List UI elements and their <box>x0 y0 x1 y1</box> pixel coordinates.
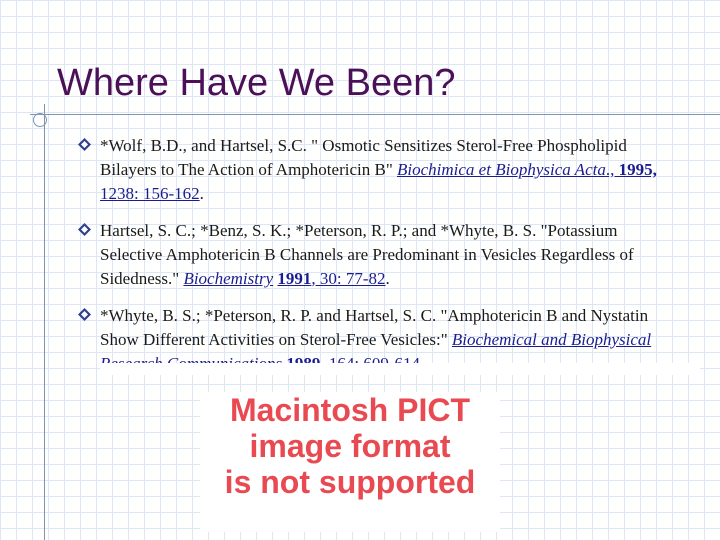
diamond-bullet-icon <box>78 308 91 321</box>
reference-year: 1991 <box>277 269 312 288</box>
clipped-text-gap <box>100 363 700 375</box>
pict-line: Macintosh PICT <box>229 392 470 428</box>
vertical-rule <box>44 104 45 540</box>
reference-authors-title: *Wolf, B.D., and Hartsel, S.C. " Osmotic Sensitizes Sterol-Free Phospholipid Bilayers to The Action of Amphotericin B" <box>100 136 627 179</box>
journal-link[interactable]: Biochimica et Biophysica Acta <box>397 160 606 179</box>
reference-authors-title: Hartsel, S. C.; *Benz, S. K.; *Peterson, R. P.; and *Whyte, B. S. "Potassium Selective Amphotericin B Channels are Predominant in Vesicles Regardless of Sidedness." <box>100 221 634 288</box>
pict-line: image format <box>249 428 451 464</box>
reference-pages: , 30: 77-82 <box>311 269 386 288</box>
journal-link[interactable]: Biochemistry <box>183 269 274 288</box>
reference-authors-title: *Whyte, B. S.; *Peterson, R. P. and Hartsel, S. C. "Amphotericin B and Nystatin Show Different Activities on Sterol-Free Vesicles:" <box>100 306 649 349</box>
reference-item <box>78 219 683 291</box>
slide-title: Where Have We Been? <box>57 62 456 104</box>
reference-end: . <box>199 184 204 203</box>
diamond-bullet-icon <box>78 223 91 236</box>
reference-year: 1995, <box>618 160 657 179</box>
pict-line: is not supported <box>224 464 476 500</box>
reference-item <box>78 134 683 206</box>
diamond-bullet-icon <box>78 138 91 151</box>
reference-end: . <box>385 269 390 288</box>
reference-pages: 1238: 156-162 <box>100 184 200 203</box>
horizontal-rule <box>30 114 720 115</box>
unsupported-image-placeholder <box>200 392 500 532</box>
journal-link[interactable]: Biochemical and Biophysical <box>451 330 652 349</box>
reference-list <box>78 134 683 389</box>
reference-sep: ., <box>605 160 619 179</box>
